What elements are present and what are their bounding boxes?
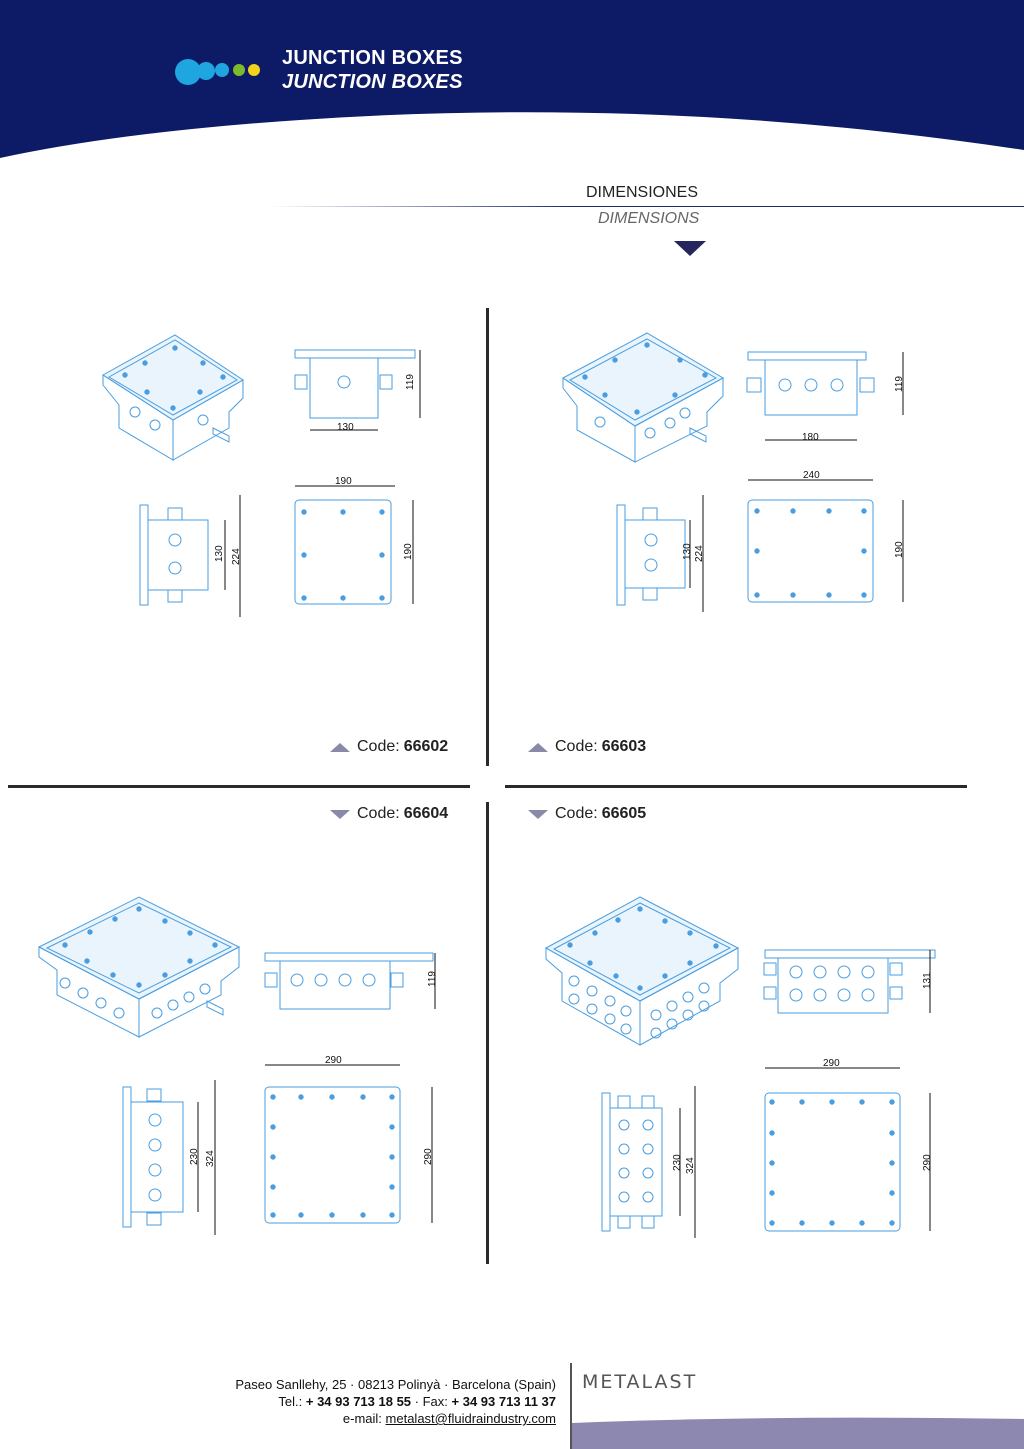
top-view: [265, 1065, 432, 1223]
drawing-66604: [35, 895, 445, 1240]
footer-address: Paseo Sanllehy, 25 · 08213 Polinyà · Barcelona (Spain): [235, 1377, 556, 1392]
svg-text:131: 131: [922, 972, 933, 989]
isometric-view: [39, 897, 239, 1037]
svg-text:240: 240: [803, 470, 820, 481]
svg-text:290: 290: [823, 1058, 840, 1069]
drawing-66605: [540, 893, 950, 1243]
front-elevation: [265, 953, 435, 1009]
brand-name: METALAST: [582, 1371, 698, 1393]
svg-text:190: 190: [403, 543, 414, 560]
svg-text:290: 290: [922, 1154, 933, 1171]
page-title: JUNCTION BOXES: [282, 47, 463, 69]
svg-text:119: 119: [427, 971, 438, 987]
triangle-down-icon: [528, 810, 548, 819]
brand-logo-icon: [170, 52, 270, 92]
divider-horizontal-left: [8, 785, 470, 788]
isometric-view: [563, 333, 723, 462]
divider-horizontal-right: [505, 785, 967, 788]
svg-text:130: 130: [682, 543, 693, 560]
svg-text:290: 290: [423, 1148, 434, 1165]
svg-text:324: 324: [685, 1157, 696, 1174]
drawing-66603: [555, 330, 915, 625]
front-elevation: [747, 352, 903, 440]
svg-text:190: 190: [894, 541, 905, 558]
header-band: [0, 0, 1024, 170]
code-label-66605: Code: 66605: [528, 805, 646, 823]
triangle-down-icon: [330, 810, 350, 819]
page-header: [0, 0, 1024, 170]
svg-text:190: 190: [335, 476, 352, 487]
code-label-66604: Code: 66604: [330, 805, 448, 823]
svg-text:119: 119: [405, 374, 416, 390]
code-label-66602: Code: 66602: [330, 738, 448, 756]
svg-text:130: 130: [337, 422, 354, 433]
isometric-view: [546, 897, 738, 1045]
svg-text:324: 324: [205, 1150, 216, 1167]
divider-vertical-top: [486, 308, 489, 766]
svg-text:230: 230: [672, 1154, 683, 1171]
side-view: [140, 495, 240, 617]
footer-email: e-mail: metalast@fluidraindustry.com: [342, 1411, 556, 1426]
triangle-up-icon: [330, 743, 350, 752]
top-view: [748, 480, 903, 602]
drawing-66602: [95, 330, 435, 625]
section-title-en: DIMENSIONS: [598, 210, 700, 227]
svg-text:119: 119: [894, 376, 905, 392]
svg-text:224: 224: [694, 545, 705, 562]
triangle-up-icon: [528, 743, 548, 752]
section-title-es: DIMENSIONES: [586, 184, 699, 201]
svg-text:180: 180: [802, 432, 819, 443]
front-elevation: [295, 350, 420, 430]
svg-text:230: 230: [189, 1148, 200, 1165]
isometric-view: [103, 335, 243, 460]
top-view: [765, 1068, 930, 1231]
page-subtitle: JUNCTION BOXES: [282, 71, 463, 93]
svg-text:290: 290: [325, 1055, 342, 1066]
section-divider: [270, 206, 1024, 207]
section-arrow-icon: [674, 241, 706, 256]
code-label-66603: Code: 66603: [528, 738, 646, 756]
top-view: [295, 486, 413, 604]
front-elevation: [764, 950, 935, 1013]
email-link[interactable]: metalast@fluidraindustry.com: [385, 1411, 556, 1426]
divider-vertical-bottom: [486, 802, 489, 1264]
side-view: [123, 1080, 215, 1235]
svg-text:130: 130: [214, 545, 225, 562]
svg-text:224: 224: [231, 548, 242, 565]
footer-phone: Tel.: + 34 93 713 18 55 · Fax: + 34 93 713 11 37: [278, 1394, 556, 1409]
